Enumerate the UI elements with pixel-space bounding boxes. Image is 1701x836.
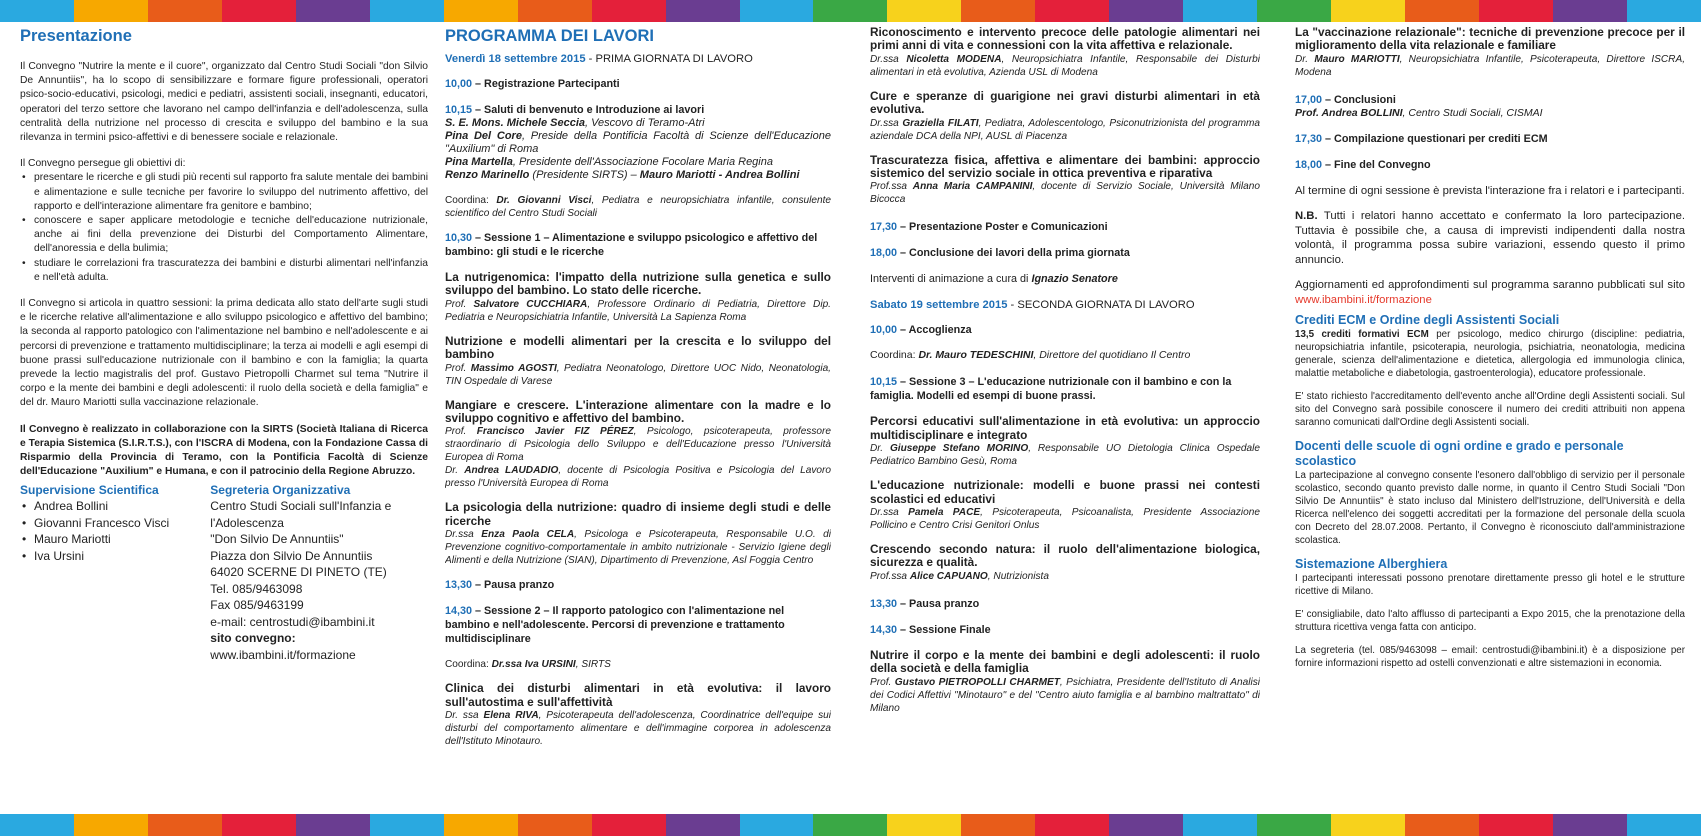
slot-label: – Saluti di benvenuto e Introduzione ai lavori — [472, 104, 705, 116]
talk-title: Trascuratezza fisica, affettiva e alimentare dei bambini: approccio sistemico del servizio sociale in ottica preventiva e riparativa — [870, 152, 1260, 181]
talk-title: Nutrizione e modelli alimentari per la crescita e lo sviluppo del bambino — [445, 333, 831, 362]
speaker-name: Pamela PACE — [908, 507, 981, 519]
talk-title: L'educazione nutrizionale: modelli e buone prassi nei contesti scolastici ed educativi — [870, 478, 1260, 506]
speaker-role: , Psicoterapeuta dell'adolescenza, Coordinatrice dell'equipe sui disturbi del comportamento alimentare e dell'immagine corporea in adolescenza dell'Istituto Minotauro. — [445, 710, 831, 748]
time: 10,15 — [445, 104, 473, 116]
time: 10,00 — [445, 78, 473, 90]
speaker-name: Alice CAPUANO — [909, 570, 988, 582]
talk — [1295, 26, 1685, 79]
speaker-role: , Psicologa e Psicoterapeuta, Responsabile U.O. di Prevenzione cognitivo-comportamentale in ambito nutrizionale - Servizio Igiene degli Alimenti e della Nutrizione (SIAN), Dipartimento di Prevenzione, Asl Foggia Centro — [445, 529, 831, 567]
speaker-prefix: Prof.ssa — [870, 570, 910, 582]
speaker-prefix: Prof. — [445, 362, 471, 374]
stripe-segment — [1183, 814, 1257, 836]
ecm-title: Crediti ECM e Ordine degli Assistenti Sociali — [1295, 313, 1560, 328]
speaker-name: Enza Paola CELA — [481, 529, 575, 541]
stripe-segment — [1627, 814, 1701, 836]
time-slot — [870, 623, 1260, 637]
column-presentation — [20, 26, 428, 812]
speaker-role: , Neuropsichiatra Infantile, Psicoterapeuta, Direttore ISCRA, Modena — [1295, 53, 1685, 78]
time: 18,00 — [870, 247, 898, 260]
stripe-segment — [961, 0, 1035, 22]
stripe-segment — [518, 0, 592, 22]
talk-title: Crescendo secondo natura: il ruolo dell'alimentazione biologica, sicurezza e qualità. — [870, 542, 1260, 570]
time: 17,30 — [870, 221, 898, 234]
time-slot — [870, 597, 1260, 611]
supervision-title: Supervisione Scientifica — [20, 483, 159, 498]
speaker-name: Mauro Mariotti - Andrea Bollini — [639, 169, 800, 181]
stripe-segment — [444, 814, 518, 836]
talk — [445, 335, 831, 388]
contacts-block — [20, 483, 428, 663]
session-1 — [445, 231, 831, 259]
hotel-title: Sistemazione Alberghiera — [1295, 557, 1448, 572]
session-3 — [870, 375, 1260, 403]
speaker-role: , Preside della Pontificia Facoltà di Scienze dell'Educazione "Auxilium" di Roma — [445, 130, 831, 155]
list-item: • Mauro Mariotti — [34, 531, 180, 548]
presentation-title: Presentazione — [20, 27, 132, 45]
stripe-segment — [444, 0, 518, 22]
time: 18,00 — [1295, 158, 1323, 171]
speaker-role: , Centro Studi Sociali, CISMAI — [1402, 106, 1543, 119]
time: 13,30 — [445, 579, 473, 592]
talk — [870, 649, 1260, 715]
stripe-segment — [1035, 814, 1109, 836]
coord-role: , Pediatra e neuropsichiatra infantile, consulente scientifico del Centro Studi Sociali — [445, 195, 831, 219]
speaker-role: , Psicologo, psicoterapeuta, professore straordinario di Psicologia dello Sviluppo e dell'Educazione presso l'Università Europea di Roma — [445, 426, 831, 464]
talk-title: Percorsi educativi sull'alimentazione in età evolutiva: un approccio multidisciplinare e integrato — [870, 414, 1260, 442]
time: 13,30 — [870, 597, 898, 610]
stripe-segment — [0, 814, 74, 836]
speaker-prefix: Dr.ssa — [445, 529, 482, 541]
session-2 — [445, 604, 831, 646]
talk — [870, 154, 1260, 207]
time-slot — [445, 77, 831, 91]
slot-label: – Fine del Convegno — [1322, 158, 1431, 171]
time-slot — [1295, 132, 1685, 146]
program-title: PROGRAMMA DEI LAVORI — [445, 27, 654, 45]
nb-label: N.B. — [1295, 210, 1318, 223]
coord-label: Coordina: — [870, 349, 919, 362]
time-slot — [1295, 93, 1685, 107]
speaker-role: , Pediatra Neonatologo, Direttore UOC Nido, Neonatologia, TIN Ospedale di Varese — [445, 362, 831, 387]
slot-label: – Sessione 2 – Il rapporto patologico con l'alimentazione nel bambino e nell'adolescente. Percorsi di prevenzione e trattamento multidisciplinare — [445, 605, 785, 646]
stripe-segment — [1331, 0, 1405, 22]
talk — [445, 501, 831, 567]
slot-label: – Registrazione Partecipanti — [472, 78, 620, 90]
speaker-prefix: Prof. — [445, 298, 474, 310]
top-color-stripe — [0, 0, 1701, 22]
stripe-segment — [1331, 814, 1405, 836]
slot-label: – Compilazione questionari per crediti ECM — [1322, 132, 1548, 145]
speaker-name: Mauro MARIOTTI — [1314, 53, 1400, 65]
speaker-name: Graziella FILATI — [902, 117, 979, 129]
stripe-segment — [1109, 814, 1183, 836]
speaker-role: , Nutrizionista — [987, 570, 1049, 582]
speaker-role: , Vescovo di Teramo-Atri — [585, 117, 705, 129]
talk — [870, 26, 1260, 79]
stripe-segment — [1257, 0, 1331, 22]
speaker-name: Giuseppe Stefano MORINO — [889, 443, 1029, 455]
list-item: • Giovanni Francesco Visci — [34, 515, 180, 532]
speaker-name: Salvatore CUCCHIARA — [473, 298, 588, 310]
time: 14,30 — [870, 623, 898, 636]
talk — [445, 399, 831, 491]
secretariat-line: Fax 085/9463199 — [210, 598, 304, 613]
stripe-segment — [222, 814, 296, 836]
talk-title: La "vaccinazione relazionale": tecniche di prevenzione precoce per il miglioramento della vita relazionale e familiare — [1295, 26, 1685, 53]
stripe-segment — [1405, 0, 1479, 22]
stripe-segment — [1553, 0, 1627, 22]
site-label: sito convegno: — [210, 631, 296, 646]
stripe-segment — [148, 814, 222, 836]
list-item: • studiare le correlazioni fra trascuratezza dei bambini e disturbi alimentari nell'infanzia e nell'età adulta. — [34, 257, 428, 285]
talk — [870, 543, 1260, 583]
time-slot — [445, 578, 831, 592]
stripe-segment — [1257, 814, 1331, 836]
slot-label: – Conclusione dei lavori della prima giornata — [897, 247, 1130, 260]
coord-label: Coordina: — [445, 659, 492, 671]
stripe-segment — [1479, 0, 1553, 22]
speaker-name: Renzo Marinello — [445, 169, 530, 181]
secretariat-line: "Don Silvio De Annuntiis" — [210, 532, 344, 547]
interaction-note: Al termine di ogni sessione è prevista l'interazione fra i relatori e i partecipanti. — [1295, 184, 1685, 197]
speaker-prefix: Dr.ssa — [870, 53, 907, 65]
talk — [445, 271, 831, 324]
speaker-prefix: Dr. — [870, 443, 890, 455]
speaker-role: , Psichiatra, Presidente dell'Istituto di Analisi dei Codici Affettivi "Minotauro" e del "Centro aiuto famiglia e al bambino maltrattato" di Milano — [870, 676, 1260, 714]
stripe-segment — [148, 0, 222, 22]
sessions-paragraph: Il Convegno si articola in quattro sessioni: la prima dedicata allo stato dell'arte sugli studi e le ricerche relative all'alimentazione e allo sviluppo psicologico e affettivo del bambino; la seconda al rapporto patologico con l'alimentazione nel bambino e nell'adolescente e ai percorsi di prevenzione e trattamento multidisciplinare; la terza ai modelli e agli esempi di buone prassi sull'educazione nutrizionale con il bambino e con la famiglia; la quarta prevede la lectio magistralis del prof. Gustavo Pietropolli Charmet sul tema "Nutrire il corpo e la mente dei bambini e degli adolescenti: il ruolo della società e della famiglia" e del dr. Mauro Mariotti sulla vaccinazione relazionale. — [20, 298, 428, 409]
stripe-segment — [592, 0, 666, 22]
speaker-name: Gustavo PIETROPOLLI CHARMET — [894, 676, 1060, 688]
talk-title: Cure e speranze di guarigione nei gravi disturbi alimentari in età evolutiva. — [870, 88, 1260, 117]
day2-heading — [870, 298, 1260, 312]
talk-title: Riconoscimento e intervento precoce delle patologie alimentari nei primi anni di vita e connessioni con la vita affettiva e relazionale. — [870, 26, 1260, 53]
stripe-segment — [887, 814, 961, 836]
speaker-prefix: Prof.ssa — [870, 181, 913, 193]
time: 14,30 — [445, 605, 473, 618]
teachers-title: Docenti delle scuole di ogni ordine e grado e personale scolastico — [1295, 439, 1624, 469]
talk-title: Nutrire il corpo e la mente dei bambini e degli adolescenti: il ruolo della società e della famiglia — [870, 647, 1260, 676]
coordinator — [870, 349, 1260, 362]
talk — [870, 415, 1260, 468]
stripe-segment — [296, 814, 370, 836]
speaker-name: Pina Del Core — [445, 130, 522, 142]
stripe-segment — [1627, 0, 1701, 22]
intro-paragraph: Il Convegno "Nutrire la mente e il cuore", organizzato dal Centro Studi Sociali "don Silvio De Annuntiis", ha lo scopo di sensibilizzare e formare figure professionali, operatori psico-socio-educativi, psicologi, medici e pediatri, assistenti sociali, insegnanti, educatori, operatori del terzo settore che lavorano nel campo dell'infanzia e dell'adolescenza, sulla centralità della nutrizione nel processo di crescita e sviluppo del bambino e la sua rilevanza in termini psico-affettivi e di benessere sociale e relazionale. — [20, 61, 428, 144]
speaker-role: , Neuropsichiatra Infantile, Responsabile dei Disturbi alimentari in età evolutiva, Azienda USL di Modena — [870, 53, 1260, 78]
talk-title: La psicologia della nutrizione: quadro di insieme degli studi e delle ricerche — [445, 500, 831, 528]
time: 17,00 — [1295, 93, 1323, 106]
coord-name: Dr. Mauro TEDESCHINI — [918, 349, 1034, 362]
list-item: • Andrea Bollini — [34, 498, 180, 515]
secretariat-line: Centro Studi Sociali sull'Infanzia e l'Adolescenza — [210, 499, 392, 530]
talk — [870, 90, 1260, 143]
time: 10,00 — [870, 324, 898, 337]
time: 10,15 — [870, 376, 898, 389]
nb-note — [1295, 209, 1685, 267]
stripe-segment — [370, 0, 444, 22]
anim-label: Interventi di animazione a cura di — [870, 273, 1032, 286]
collaboration-paragraph: Il Convegno è realizzato in collaborazione con la SIRTS (Società Italiana di Ricerca e Terapia Sistemica (S.I.R.T.S.), con l'ISCRA di Modena, con la Fondazione Cassa di Risparmio della Provincia di Teramo, con la Pontificia Facoltà di Scienze dell'Educazione "Auxilium" e Humana, e con il patrocinio della Regione Abruzzo. — [20, 423, 428, 478]
secretariat-block — [210, 483, 428, 663]
stripe-segment — [296, 0, 370, 22]
updates-text: Aggiornamenti ed approfondimenti sul programma saranno pubblicati sul sito — [1295, 279, 1685, 292]
stripe-segment — [666, 814, 740, 836]
speaker-name: Andrea LAUDADIO — [464, 465, 559, 477]
speaker-prefix: Prof. — [445, 426, 477, 438]
slot-label: – Sessione 3 – L'educazione nutrizionale con il bambino e con la famiglia. Modelli ed esempi di buone prassi. — [870, 376, 1232, 403]
updates-link[interactable]: www.ibambini.it/formazione — [1295, 293, 1432, 306]
speaker-prefix: Dr.ssa — [870, 507, 909, 519]
stripe-segment — [887, 0, 961, 22]
stripe-segment — [1109, 0, 1183, 22]
stripe-segment — [813, 814, 887, 836]
speaker-role: (Presidente SIRTS) – — [529, 169, 640, 181]
hotel-text: I partecipanti interessati possono prenotare direttamente presso gli hotel e le strutture ricettive di Milano. — [1295, 573, 1685, 598]
day1-heading — [445, 52, 831, 66]
stripe-segment — [222, 0, 296, 22]
supervision-block — [20, 483, 180, 663]
list-item: • Iva Ursini — [34, 548, 180, 565]
time-slot — [870, 246, 1260, 260]
updates-note — [1295, 278, 1685, 307]
site-link[interactable]: www.ibambini.it/formazione — [210, 647, 356, 662]
speaker-role: , Psicoterapeuta, Psicoanalista, Presidente Associazione Pollicino e Centro Crisi Genitori Onlus — [870, 507, 1260, 532]
coord-name: Dr. Giovanni Visci — [496, 195, 592, 206]
speaker-role: , Professore Ordinario di Pediatria, Direttore Dip. Pediatria e Neuropsichiatria Infantile, Università La Sapienza Roma — [445, 298, 831, 323]
list-item: • conoscere e saper applicare metodologie e tecniche dell'educazione nutrizionale, anche ai fini della prevenzione dei Disturbi del Comportamento Alimentare, dell'anoressia e della bulimia; — [34, 214, 428, 257]
speaker-name: Francisco Javier FIZ PÉREZ — [476, 426, 634, 438]
stripe-segment — [1405, 814, 1479, 836]
hotel-expo: E' consigliabile, dato l'alto afflusso di partecipanti a Expo 2015, che la prenotazione della struttura ricettiva venga fatta con anticipo. — [1295, 609, 1685, 634]
stripe-segment — [1479, 814, 1553, 836]
speaker-name: Nicoletta MODENA — [906, 53, 1002, 65]
time-slot — [445, 103, 831, 117]
stripe-segment — [370, 814, 444, 836]
coordinator — [445, 658, 831, 671]
stripe-segment — [1035, 0, 1109, 22]
stripe-segment — [592, 814, 666, 836]
secretariat-line: Tel. 085/9463098 — [210, 581, 303, 596]
stripe-segment — [74, 814, 148, 836]
list-item: • presentare le ricerche e gli studi più recenti sul rapporto fra salute mentale dei bambini e alimentazione e sulle tecniche per favorire lo sviluppo del nutrimento affettivo, del rapporto e dell'interazione alimentare fra genitore e bambino; — [34, 171, 428, 214]
ecm-social: E' stato richiesto l'accreditamento dell'evento anche all'Ordine degli Assistenti sociali. Sul sito del Convegno sarà possibile conoscere il numero dei crediti attribuiti non appena saranno comunicati dall'Ordine degli Assistenti sociali. — [1295, 391, 1685, 429]
slot-label: – Sessione 1 – Alimentazione e sviluppo psicologico e affettivo del bambino: gli studi e le ricerche — [445, 232, 818, 258]
secretariat-line: 64020 SCERNE DI PINETO (TE) — [210, 565, 387, 580]
column-program-day1 — [445, 26, 831, 812]
greetings-list — [445, 117, 831, 182]
nb-text: Tutti i relatori hanno accettato e confermato la loro partecipazione. Tuttavia è possibile che, a causa di imprevisti indipendenti dalla nostra volontà, il programma possa subire variazioni, essendo questo il primo annuncio. — [1295, 210, 1685, 266]
time-slot — [1295, 158, 1685, 172]
talk-title: Clinica dei disturbi alimentari in età evolutiva: il lavoro sull'autostima e sull'affettività — [445, 681, 831, 709]
secretariat-title: Segreteria Organizzativa — [210, 483, 351, 498]
column-program-day2 — [870, 26, 1260, 812]
secretariat-email[interactable]: e-mail: centrostudi@ibambini.it — [210, 614, 375, 629]
speaker-role: , docente di Servizio Sociale, Università Milano Bicocca — [870, 181, 1260, 206]
talk — [870, 479, 1260, 532]
stripe-segment — [813, 0, 887, 22]
animation-note — [870, 272, 1260, 286]
slot-label: – Pausa pranzo — [472, 579, 555, 592]
coord-role: , SIRTS — [575, 659, 611, 671]
coordinator — [445, 194, 831, 220]
speaker-name: Elena RIVA — [483, 710, 539, 722]
day1-date: Venerdì 18 settembre 2015 — [445, 53, 586, 65]
stripe-segment — [740, 814, 814, 836]
coord-label: Coordina: — [445, 195, 497, 206]
objectives-intro: Il Convegno persegue gli obiettivi di: — [20, 158, 186, 170]
time-slot — [870, 220, 1260, 234]
supervision-list — [34, 498, 180, 564]
coord-role: , Direttore del quotidiano Il Centro — [1033, 349, 1191, 362]
slot-label: – Accoglienza — [897, 324, 972, 337]
talk-title: Mangiare e crescere. L'interazione alimentare con la madre e lo sviluppo cognitivo e affettivo del bambino. — [445, 397, 831, 426]
ecm-credits: 13,5 crediti formativi ECM — [1295, 329, 1429, 341]
time: 10,30 — [445, 232, 473, 244]
objectives-list — [34, 171, 428, 285]
stripe-segment — [1183, 0, 1257, 22]
anim-name: Ignazio Senatore — [1031, 273, 1118, 286]
speaker-prefix: Dr. — [1295, 53, 1315, 65]
speaker-prefix: Dr. — [445, 465, 465, 477]
slot-label: – Sessione Finale — [897, 623, 991, 636]
talk-title: La nutrigenomica: l'impatto della nutrizione sulla genetica e sullo sviluppo del bambino. Lo stato delle ricerche. — [445, 270, 831, 298]
ecm-details: per psicologo, medico chirurgo (discipline: pediatria, neuropsichiatria infantile, psicoterapia, neurologia, psichiatria, neonatologia, medicina generale, scienza dell'alimentazione e dietetica, allergologia ed immunologia clinica, malattie metaboliche e diabetologia, gastroenterologia), educatore professionale. — [1295, 329, 1685, 380]
teachers-text: La partecipazione al convegno consente l'esonero dall'obbligo di servizio per il personale scolastico, secondo quanto previsto dalle norme, in quanto il Centro Studi Sociali "Don Silvio De Annuntiis" è stato incluso dal Ministero dell'Istruzione, dell'Università e della Ricerca nell'elenco dei soggetti accreditati per la formazione del personale della scuola con Decreto del 28.07.2008. Pertanto, il Convegno è riconosciuto dall'amministrazione scolastica. — [1295, 470, 1685, 547]
speaker-name: S. E. Mons. Michele Seccia — [445, 117, 585, 129]
stripe-segment — [961, 814, 1035, 836]
talk — [445, 682, 831, 748]
slot-label: – Pausa pranzo — [897, 597, 980, 610]
speaker-role: , Pediatra, Adolescentologo, Psiconutrizionista del programma aziendale DCA della NPI, AUSL di Piacenza — [870, 117, 1260, 142]
time: 17,30 — [1295, 132, 1323, 145]
speaker-prefix: Prof. — [870, 676, 895, 688]
stripe-segment — [0, 0, 74, 22]
column-info — [1295, 26, 1685, 812]
stripe-segment — [74, 0, 148, 22]
bottom-color-stripe — [0, 814, 1701, 836]
day2-date: Sabato 19 settembre 2015 — [870, 299, 1008, 312]
ecm-text — [1295, 328, 1685, 380]
day1-label: - PRIMA GIORNATA DI LAVORO — [585, 53, 753, 65]
day2-label: - SECONDA GIORNATA DI LAVORO — [1007, 299, 1195, 312]
speaker-role: , Responsabile UO Dietologia Clinica Ospedale Pediatrico Bambino Gesù, Roma — [870, 443, 1260, 468]
speaker-name: Anna Maria CAMPANINI — [912, 181, 1033, 193]
stripe-segment — [518, 814, 592, 836]
speaker-name: Massimo AGOSTI — [470, 362, 557, 374]
closing-speaker — [1295, 107, 1685, 120]
speaker-name: Pina Martella — [445, 156, 513, 168]
speaker-prefix: Dr. ssa — [445, 710, 484, 722]
slot-label: – Presentazione Poster e Comunicazioni — [897, 221, 1108, 234]
speaker-role: , docente di Psicologia Positiva e Psicologia del Lavoro presso l'Università Europea di Roma — [445, 465, 831, 490]
speaker-role: , Presidente dell'Associazione Focolare Maria Regina — [512, 156, 773, 168]
speaker-name: Prof. Andrea BOLLINI — [1295, 106, 1403, 119]
stripe-segment — [740, 0, 814, 22]
time-slot — [870, 323, 1260, 337]
slot-label: – Conclusioni — [1322, 93, 1396, 106]
coord-name: Dr.ssa Iva URSINI — [491, 659, 576, 671]
stripe-segment — [666, 0, 740, 22]
stripe-segment — [1553, 814, 1627, 836]
speaker-prefix: Dr.ssa — [870, 117, 903, 129]
hotel-contacts: La segreteria (tel. 085/9463098 – email: centrostudi@ibambini.it) è a disposizione per fornire informazioni rispetto ad ostelli convenzionati e altre sistemazioni in economia. — [1295, 645, 1685, 670]
secretariat-line: Piazza don Silvio De Annuntiis — [210, 548, 373, 563]
